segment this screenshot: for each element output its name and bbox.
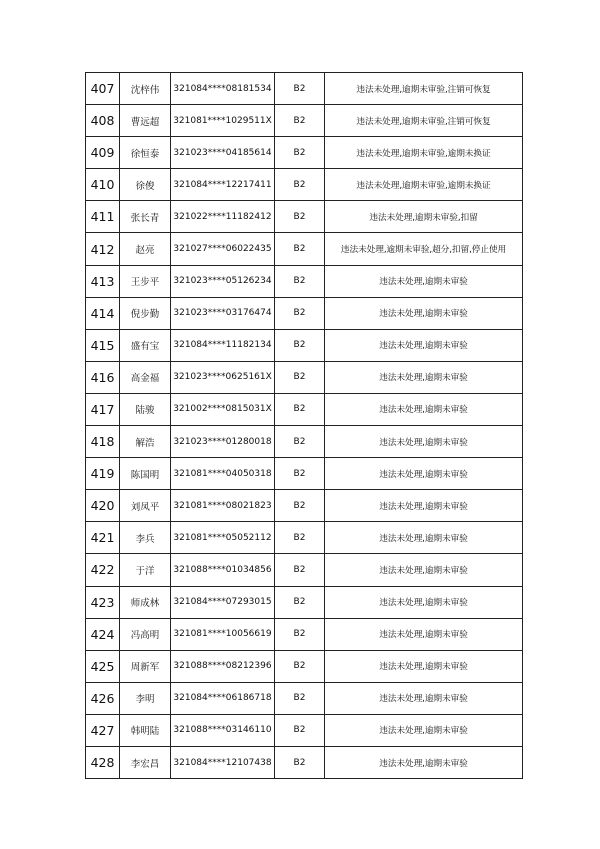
row-number-cell: 420 <box>86 490 120 522</box>
row-number-cell: 417 <box>86 393 120 425</box>
license-class-cell: B2 <box>275 297 325 329</box>
id-number-cell: 321084****12217411 <box>171 169 275 201</box>
table-row <box>86 746 523 778</box>
row-number-cell: 415 <box>86 329 120 361</box>
name-cell: 盛有宝 <box>120 329 171 361</box>
status-cell: 违法未处理,逾期未审验 <box>325 682 523 714</box>
status-cell: 违法未处理,逾期未审验 <box>325 746 523 778</box>
license-class-cell: B2 <box>275 714 325 746</box>
status-cell: 违法未处理,逾期未审验 <box>325 554 523 586</box>
name-cell: 张长青 <box>120 201 171 233</box>
row-number-cell: 426 <box>86 682 120 714</box>
table-row <box>86 522 523 554</box>
license-class-cell: B2 <box>275 105 325 137</box>
id-number-cell: 321022****11182412 <box>171 201 275 233</box>
status-cell: 违法未处理,逾期未审验 <box>325 714 523 746</box>
row-number-cell: 410 <box>86 169 120 201</box>
row-number-cell: 428 <box>86 746 120 778</box>
table-row <box>86 265 523 297</box>
row-number-cell: 422 <box>86 554 120 586</box>
row-number-cell: 419 <box>86 458 120 490</box>
row-number-cell: 413 <box>86 265 120 297</box>
table-row <box>86 105 523 137</box>
id-number-cell: 321084****11182134 <box>171 329 275 361</box>
table-row <box>86 554 523 586</box>
table-row <box>86 73 523 105</box>
row-number-cell: 424 <box>86 618 120 650</box>
table-row <box>86 329 523 361</box>
license-class-cell: B2 <box>275 169 325 201</box>
row-number-cell: 408 <box>86 105 120 137</box>
status-cell: 违法未处理,逾期未审验,逾期未换证 <box>325 137 523 169</box>
table-row <box>86 361 523 393</box>
status-cell: 违法未处理,逾期未审验 <box>325 618 523 650</box>
name-cell: 韩明陆 <box>120 714 171 746</box>
id-number-cell: 321088****03146110 <box>171 714 275 746</box>
license-class-cell: B2 <box>275 682 325 714</box>
license-class-cell: B2 <box>275 137 325 169</box>
name-cell: 于洋 <box>120 554 171 586</box>
name-cell: 师成林 <box>120 586 171 618</box>
name-cell: 李明 <box>120 682 171 714</box>
table-row <box>86 586 523 618</box>
records-table-body <box>86 73 523 779</box>
id-number-cell: 321027****06022435 <box>171 233 275 265</box>
license-class-cell: B2 <box>275 586 325 618</box>
name-cell: 李宏昌 <box>120 746 171 778</box>
id-number-cell: 321081****10056619 <box>171 618 275 650</box>
name-cell: 沈梓伟 <box>120 73 171 105</box>
id-number-cell: 321023****03176474 <box>171 297 275 329</box>
table-row <box>86 137 523 169</box>
status-cell: 违法未处理,逾期未审验 <box>325 329 523 361</box>
status-cell: 违法未处理,逾期未审验,超分,扣留,停止使用 <box>325 233 523 265</box>
name-cell: 徐俊 <box>120 169 171 201</box>
table-row <box>86 682 523 714</box>
status-cell: 违法未处理,逾期未审验 <box>325 297 523 329</box>
table-row <box>86 169 523 201</box>
name-cell: 陈国明 <box>120 458 171 490</box>
table-row <box>86 393 523 425</box>
name-cell: 倪步勤 <box>120 297 171 329</box>
name-cell: 王步平 <box>120 265 171 297</box>
name-cell: 解浩 <box>120 426 171 458</box>
license-class-cell: B2 <box>275 490 325 522</box>
license-class-cell: B2 <box>275 201 325 233</box>
row-number-cell: 423 <box>86 586 120 618</box>
table-row <box>86 458 523 490</box>
table-row <box>86 297 523 329</box>
license-class-cell: B2 <box>275 329 325 361</box>
id-number-cell: 321088****08212396 <box>171 650 275 682</box>
name-cell: 徐恒泰 <box>120 137 171 169</box>
id-number-cell: 321023****0625161X <box>171 361 275 393</box>
status-cell: 违法未处理,逾期未审验 <box>325 426 523 458</box>
row-number-cell: 411 <box>86 201 120 233</box>
id-number-cell: 321023****01280018 <box>171 426 275 458</box>
id-number-cell: 321002****0815031X <box>171 393 275 425</box>
id-number-cell: 321081****08021823 <box>171 490 275 522</box>
license-class-cell: B2 <box>275 361 325 393</box>
table-row <box>86 618 523 650</box>
name-cell: 赵亮 <box>120 233 171 265</box>
license-class-cell: B2 <box>275 746 325 778</box>
records-table <box>85 72 523 779</box>
row-number-cell: 425 <box>86 650 120 682</box>
license-class-cell: B2 <box>275 554 325 586</box>
name-cell: 曹远超 <box>120 105 171 137</box>
id-number-cell: 321023****04185614 <box>171 137 275 169</box>
row-number-cell: 409 <box>86 137 120 169</box>
status-cell: 违法未处理,逾期未审验 <box>325 522 523 554</box>
license-class-cell: B2 <box>275 522 325 554</box>
status-cell: 违法未处理,逾期未审验 <box>325 490 523 522</box>
license-class-cell: B2 <box>275 426 325 458</box>
status-cell: 违法未处理,逾期未审验 <box>325 393 523 425</box>
license-class-cell: B2 <box>275 458 325 490</box>
table-row <box>86 650 523 682</box>
name-cell: 高金福 <box>120 361 171 393</box>
status-cell: 违法未处理,逾期未审验 <box>325 586 523 618</box>
table-row <box>86 714 523 746</box>
row-number-cell: 427 <box>86 714 120 746</box>
license-class-cell: B2 <box>275 618 325 650</box>
name-cell: 冯高明 <box>120 618 171 650</box>
id-number-cell: 321081****04050318 <box>171 458 275 490</box>
id-number-cell: 321084****08181534 <box>171 73 275 105</box>
status-cell: 违法未处理,逾期未审验 <box>325 650 523 682</box>
table-row <box>86 201 523 233</box>
table-row <box>86 490 523 522</box>
row-number-cell: 407 <box>86 73 120 105</box>
row-number-cell: 418 <box>86 426 120 458</box>
table-row <box>86 233 523 265</box>
id-number-cell: 321088****01034856 <box>171 554 275 586</box>
status-cell: 违法未处理,逾期未审验,注销可恢复 <box>325 105 523 137</box>
table-row <box>86 426 523 458</box>
id-number-cell: 321084****06186718 <box>171 682 275 714</box>
name-cell: 周新军 <box>120 650 171 682</box>
row-number-cell: 412 <box>86 233 120 265</box>
id-number-cell: 321081****1029511X <box>171 105 275 137</box>
name-cell: 李兵 <box>120 522 171 554</box>
status-cell: 违法未处理,逾期未审验,扣留 <box>325 201 523 233</box>
status-cell: 违法未处理,逾期未审验,注销可恢复 <box>325 73 523 105</box>
license-class-cell: B2 <box>275 650 325 682</box>
status-cell: 违法未处理,逾期未审验 <box>325 361 523 393</box>
license-class-cell: B2 <box>275 233 325 265</box>
row-number-cell: 421 <box>86 522 120 554</box>
license-class-cell: B2 <box>275 265 325 297</box>
id-number-cell: 321081****05052112 <box>171 522 275 554</box>
id-number-cell: 321084****12107438 <box>171 746 275 778</box>
row-number-cell: 414 <box>86 297 120 329</box>
name-cell: 陆骏 <box>120 393 171 425</box>
license-class-cell: B2 <box>275 73 325 105</box>
status-cell: 违法未处理,逾期未审验 <box>325 265 523 297</box>
name-cell: 刘凤平 <box>120 490 171 522</box>
status-cell: 违法未处理,逾期未审验 <box>325 458 523 490</box>
status-cell: 违法未处理,逾期未审验,逾期未换证 <box>325 169 523 201</box>
row-number-cell: 416 <box>86 361 120 393</box>
id-number-cell: 321084****07293015 <box>171 586 275 618</box>
license-class-cell: B2 <box>275 393 325 425</box>
id-number-cell: 321023****05126234 <box>171 265 275 297</box>
